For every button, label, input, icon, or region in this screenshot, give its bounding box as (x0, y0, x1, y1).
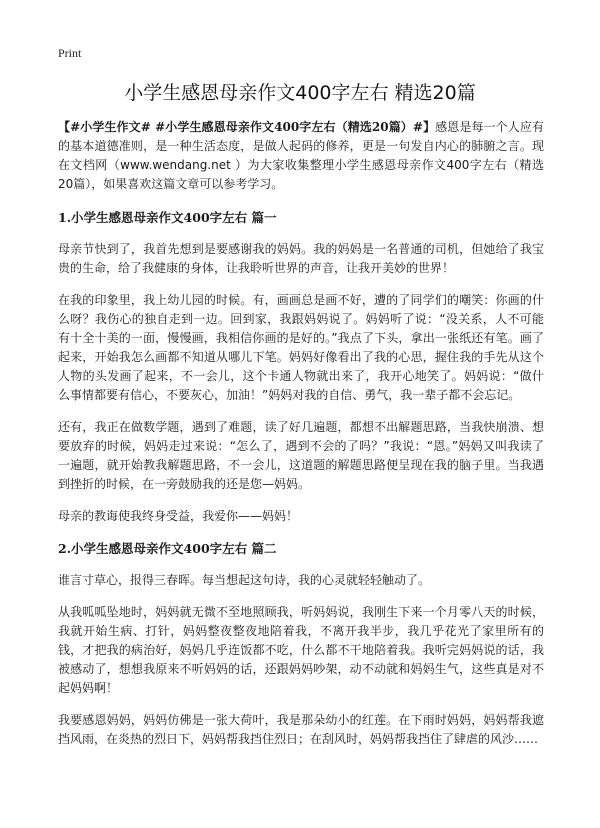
section-heading-2: 2.小学生感恩母亲作文400字左右 篇二 (58, 541, 277, 556)
page-title: 小学生感恩母亲作文400字左右 精选20篇 (124, 82, 476, 104)
print-label: Print (58, 46, 82, 60)
intro-paragraph (58, 118, 544, 194)
paragraph: 还有，我正在做数学题，遇到了难题，读了好几遍题，都想不出解题思路，当我快崩溃、想要放弃的时候，妈妈走过来说：“怎么了，遇到不会的了吗？”我说：“恩。”妈妈又叫我读了一遍题，就开始教我解题思路，不一会儿，这道题的解题思路便呈现在我的脑子里。当我遇到挫折的时候，在一旁鼓励我的还是您—妈妈。 (58, 420, 544, 491)
paragraph: 我要感恩妈妈，妈妈仿佛是一张大荷叶，我是那朵幼小的红莲。在下雨时妈妈，妈妈帮我遮挡风雨，在炎热的烈日下，妈妈帮我挡住烈日；在刮风时，妈妈帮我挡住了肆虐的风沙…… (58, 713, 544, 746)
article-body (58, 118, 544, 762)
paragraph: 在我的印象里，我上幼儿园的时候。有，画画总是画不好，遭的了同学们的嘲笑：你画的什么呀？我伤心的独自走到一边。回到家，我跟妈妈说了。妈妈听了说：“没关系，人不可能有十全十美的一面，慢慢画，我相信你画的是好的。”我点了下头，拿出一张纸还有笔。画了起来，开始我怎么画都不知道从哪儿下笔。妈妈好像看出了我的心思，握住我的手先从这个人物的头发画了起来，不一会儿，这个卡通人物就出来了，我开心地笑了。妈妈说：“做什么事情都要有信心，不要灰心，加油！”妈妈对我的自信、勇气，我一辈子都不会忘记。 (58, 293, 544, 402)
intro-text: 感恩是每一个人应有的基本道德准则，是一种生活态度，是做人起码的修养，更是一句发自内心的肺腑之言。现在文档网（www.wendang.net ）为大家收集整理小学生感恩母亲作文400字左右（精选20篇），如果喜欢这篇文章可以参考学习。 (58, 120, 544, 191)
paragraph: 母亲的教诲使我终身受益，我爱你——妈妈！ (58, 509, 299, 523)
section-heading-1: 1.小学生感恩母亲作文400字左右 篇一 (58, 210, 277, 225)
paragraph: 从我呱呱坠地时，妈妈就无微不至地照顾我，听妈妈说，我刚生下来一个月零八天的时候，我就开始生病、打针，妈妈整夜整夜地陪着我，不离开我半步，我几乎花光了家里所有的钱，才把我的病治好，妈妈几乎连饭都不吃，什么都不干地陪着我。我听完妈妈说的话，我被感动了，想想我原来不听妈妈的话，还跟妈妈吵架，动不动就和妈妈生气，这些真是对不起妈妈啊！ (58, 605, 544, 695)
paragraph: 母亲节快到了，我首先想到是要感谢我的妈妈。我的妈妈是一名普通的司机，但她给了我宝贵的生命，给了我健康的身体，让我聆听世界的声音，让我开美妙的世界！ (58, 242, 544, 275)
intro-tag: 【#小学生作文# #小学生感恩母亲作文400字左右（精选20篇）#】 (58, 120, 436, 134)
paragraph: 谁言寸草心，报得三春晖。每当想起这句诗，我的心灵就轻轻触动了。 (58, 573, 431, 587)
